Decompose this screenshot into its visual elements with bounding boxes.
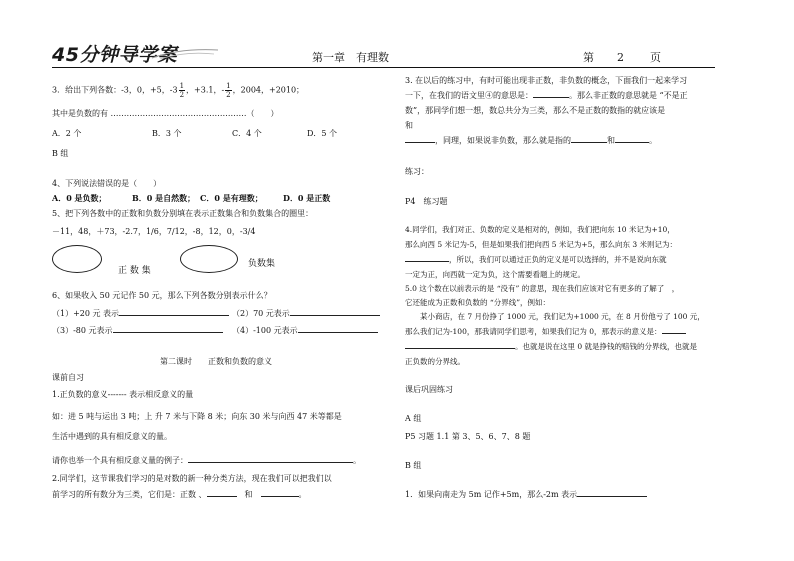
q4-option-a: A．0 是负数； (52, 193, 107, 203)
q3-line2: 其中是负数的有 ……………………………………………（ ） (52, 109, 279, 118)
r3-meaning-blank[interactable] (533, 97, 569, 98)
chapter-title: 第一章 有理数 (312, 51, 389, 64)
rb1-blank[interactable] (577, 496, 647, 497)
q4-option-d: D．0 是正数 (283, 193, 331, 203)
q3-option-b: B．3 个 (152, 129, 182, 138)
p2-blank-2[interactable] (261, 496, 299, 497)
q3-frac2-sign: - (221, 85, 225, 95)
q6-item-1-label: （1）+20 元 表示 (52, 309, 120, 318)
r3-line5: ，同理，如果说非负数，那么就是指的 和 。 (405, 135, 657, 146)
q3-frac1 (179, 82, 185, 99)
r3-line2b: 。那么非正数的意思就是 “不是正 (569, 91, 688, 100)
r5-line1: 5.0 这个数在以前表示的是 “没有” 的意思，现在我们应该对它有更多的了解了 ， (405, 284, 680, 293)
r3-line4: 和 (405, 121, 413, 130)
r5-line5-text: 。也就是说在这里 0 就是挣钱的赔钱的分界线，也就是 (515, 342, 698, 351)
p1-line1: 如：进 5 吨与运出 3 吨；上 升 7 米与下降 8 米；向东 30 米与向西 47 米等都是 (52, 412, 342, 421)
r3-line3: 数”，那同学们想一想，数总共分为三类，那么不是正数的数指的就应该是 (405, 106, 666, 115)
group-a-label: A 组 (405, 414, 422, 423)
q6-answer-3[interactable] (113, 332, 223, 333)
header-rule (52, 67, 715, 68)
r4-line3-text: ，所以，我们可以通过正负的定义是可以选择的，并不是说向东就 (449, 255, 667, 264)
q3-frac2-num: 1 (226, 82, 231, 90)
q6-item-4 (232, 325, 378, 336)
r3-blank-2[interactable] (571, 142, 607, 143)
r5-line4 (405, 326, 686, 337)
p1-title: 1.正负数的意义------- 表示相反意义的量 (52, 390, 194, 399)
r3-line5-text: ，同理，如果说非负数，那么就是指的 (435, 136, 571, 145)
after-class-heading: 课后巩固练习 (405, 385, 453, 394)
p1-line2: 生活中遇到的具有相反意义的量。 (52, 432, 172, 441)
q6-item-3 (52, 325, 223, 336)
logo-text: 45分钟导学案 (52, 44, 177, 66)
lesson-title: 第二课时 正数和负数的意义 (160, 357, 272, 366)
q6-answer-2[interactable] (290, 315, 380, 316)
q3-line (52, 82, 304, 99)
q6-item-4-label: （4）-100 元表示 (232, 326, 298, 335)
negative-set-circle (180, 245, 238, 273)
q6-item-3-label: （3）-80 元表示 (52, 326, 113, 335)
q3-mid: ，+3.1， (186, 85, 222, 95)
r3-line5-and: 和 (607, 136, 615, 145)
q3-suffix: ，2004，+2010； (232, 85, 305, 95)
q3-option-d: D．5 个 (307, 129, 338, 138)
q3-frac2 (225, 82, 231, 99)
q4-option-c: C．0 是有理数； (200, 193, 263, 203)
q4-stem: 4、下列说法错误的是（ ） (52, 179, 162, 188)
p1-example-blank[interactable] (188, 462, 353, 463)
negative-set-label: 负数集 (248, 259, 276, 269)
q6-answer-4[interactable] (298, 332, 378, 333)
r3-line2 (405, 90, 688, 101)
logo-swoosh-icon (150, 46, 220, 62)
q3-frac2-den: 2 (226, 91, 231, 99)
p1-line3-text: 请你也举一个具有相反意义量的例子： (52, 456, 188, 465)
r5-line5 (405, 341, 697, 352)
q6-stem: 6、如果收入 50 元记作 50 元，那么下列各数分别表示什么？ (52, 291, 272, 300)
q6-item-1 (52, 308, 229, 319)
p4-exercise: P4 练习题 (405, 197, 448, 206)
r4-line3 (405, 254, 667, 265)
r5-line2: 它还能成为正数和负数的 “分界线”，例如： (405, 298, 551, 307)
p2-line1: 2.同学们，这节课我们学习的是对数的新一种分类方法，现在我们可以把我们以 (52, 474, 332, 483)
q6-item-2 (232, 308, 380, 319)
q3-option-c: C．4 个 (232, 129, 262, 138)
r5-blank-b[interactable] (405, 348, 515, 349)
positive-set-label: 正 数 集 (118, 266, 151, 276)
positive-set-circle (52, 245, 102, 273)
r5-line4-text: 那么我们记为-100，那我请同学们思考，如果我们记为 0，那表示的意义是： (405, 327, 662, 336)
r4-line1: 4.同学们，我们对正、负数的定义是相对的，例如，我们把向东 10 米记为+10， (405, 225, 675, 234)
page-label-pre: 第 (583, 51, 594, 64)
q3-frac1-num: 1 (179, 82, 185, 90)
p2-blank-1[interactable] (207, 496, 237, 497)
preview-heading: 课前自习 (52, 373, 84, 382)
q3-prefix: 3．给出下列各数：-3，0，+5， (52, 85, 170, 95)
r4-line4: 一定为正，向西就一定为负，这个需要看题上的规定。 (405, 270, 585, 279)
r4-line2: 那么向西 5 米记为-5，但是如果我们把向西 5 米记为+5，那么向东 3 米则记为： (405, 240, 677, 249)
q5-numbers: －11，48，＋73，-2.7，1/6，7/12，-8，12，0，-3/4 (52, 227, 256, 236)
r5-blank-a[interactable] (662, 333, 686, 334)
r3-blank-3[interactable] (615, 142, 649, 143)
p2-line2: 前学习的所有数分为三类，它们是：正数 、 和 。 (52, 490, 307, 499)
group-b-right-label: B 组 (405, 461, 422, 470)
r4-blank[interactable] (405, 261, 449, 262)
p2-and: 和 (244, 490, 253, 499)
q3-frac1-sign: -3 (169, 85, 178, 95)
p5-exercise: P5 习题 1.1 第 3、5、6、7、8 题 (405, 432, 531, 441)
p1-line3: 请你也举一个具有相反意义量的例子： 。 (52, 456, 361, 465)
r5-line3: 某小商店，在 7 月份挣了 1000 元，我们记为+1000 元，在 8 月份他亏了 100 元， (420, 312, 705, 321)
r3-line2-text: 一下，在我们的语文里④的意思是： (405, 91, 533, 100)
q6-answer-1[interactable] (119, 315, 229, 316)
rb1-line (405, 489, 647, 500)
q3-option-a: A．2 个 (52, 129, 82, 138)
q4-option-b: B．0 是自然数； (132, 193, 196, 203)
page-label-post: 页 (650, 51, 661, 64)
q5-stem: 5、把下列各数中的正数和负数分别填在表示正数集合和负数集合的圈里： (52, 209, 314, 218)
p2-line2-text: 前学习的所有数分为三类，它们是：正数 、 (52, 490, 207, 499)
rb1-text: 1．如果向南走为 5m 记作+5m，那么-2m 表示 (405, 490, 578, 499)
q3-frac1-den: 2 (179, 91, 185, 99)
q6-item-2-label: （2）70 元表示 (232, 309, 290, 318)
group-b-label: B 组 (52, 149, 69, 158)
r5-line6: 正负数的分界线。 (405, 357, 465, 366)
r3-line1: 3. 在以后的练习中，有时可能出现非正数，非负数的概念，下面我们一起来学习 (405, 76, 688, 85)
page-number: 2 (617, 51, 624, 64)
r3-blank-1[interactable] (405, 142, 435, 143)
practice-heading: 练习： (405, 167, 429, 176)
